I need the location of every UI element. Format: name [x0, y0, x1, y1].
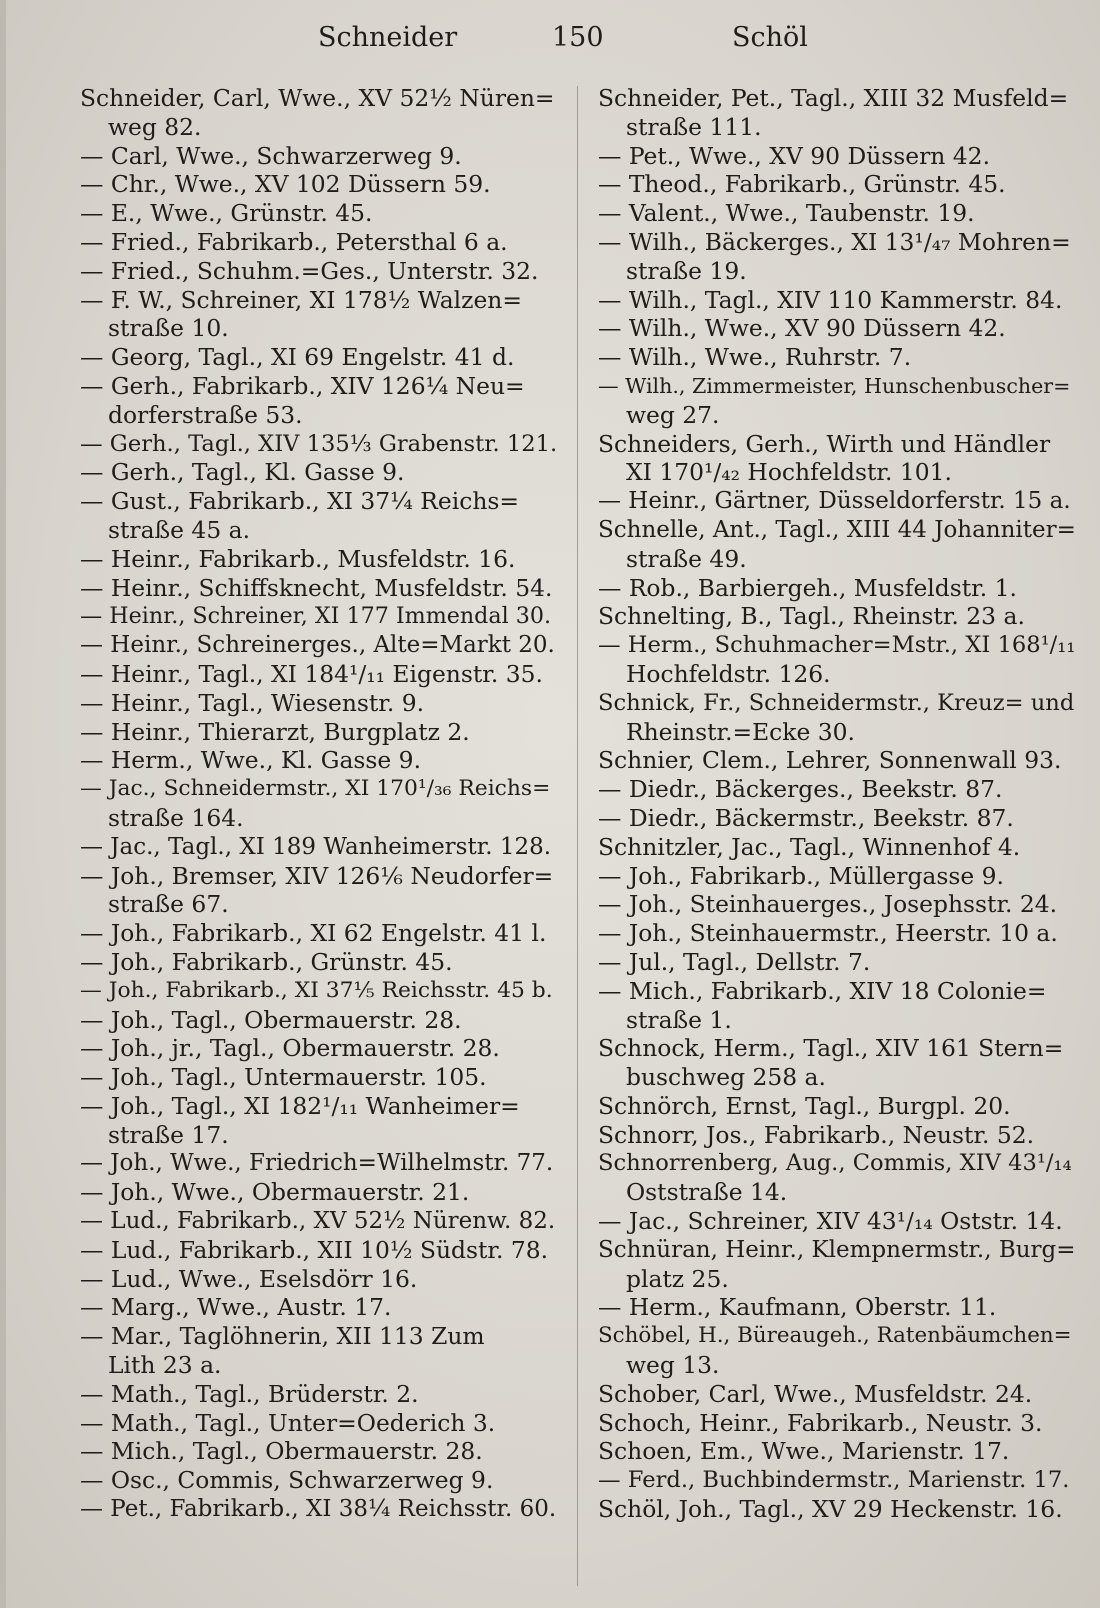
entry-line: — Osc., Commis, Schwarzerweg 9.	[80, 1466, 494, 1495]
directory-entry	[80, 948, 558, 977]
entry-line: — Diedr., Bäckermstr., Beekstr. 87.	[598, 803, 1014, 832]
entry-line: Schneider, Pet., Tagl., XIII 32 Musfeld=	[598, 84, 1069, 112]
entry-line: — Joh., Fabrikarb., XI 37⅕ Reichsstr. 45 b.	[80, 977, 553, 1003]
entry-line: — Joh., Bremser, XIV 126⅙ Neudorfer=	[80, 861, 554, 890]
entry-line: — Wilh., Zimmermeister, Hunschenbuscher=	[598, 373, 1071, 398]
entry-continuation-line: weg 82.	[108, 112, 202, 141]
directory-entry	[80, 84, 558, 142]
directory-entry	[598, 372, 1076, 430]
directory-entry	[80, 545, 558, 574]
entry-continuation-line: buschweg 258 a.	[626, 1063, 826, 1092]
directory-entry	[598, 228, 1076, 286]
entry-line: — Gust., Fabrikarb., XI 37¼ Reichs=	[80, 487, 519, 516]
entry-line: — Heinr., Gärtner, Düsseldorferstr. 15 a.	[598, 488, 1071, 515]
entry-line: Schnock, Herm., Tagl., XIV 161 Stern=	[598, 1034, 1064, 1063]
directory-entry	[598, 1293, 1076, 1322]
page-edge	[0, 0, 6, 1608]
directory-entry	[80, 1466, 558, 1495]
directory-entry	[80, 228, 558, 257]
entry-line: — Math., Tagl., Brüderstr. 2.	[80, 1379, 419, 1408]
directory-entry	[598, 977, 1076, 1035]
entry-line: — Fried., Schuhm.=Ges., Unterstr. 32.	[80, 256, 539, 285]
directory-entry	[80, 1409, 558, 1438]
directory-entry	[598, 1437, 1076, 1466]
directory-entry	[598, 516, 1076, 574]
directory-entry	[598, 487, 1076, 516]
entry-line: — Gerh., Fabrikarb., XIV 126¼ Neu=	[80, 371, 525, 400]
entry-continuation-line: Lith 23 a.	[108, 1351, 222, 1380]
entry-line: — Joh., Fabrikarb., XI 62 Engelstr. 41 l.	[80, 919, 547, 948]
entry-line: — Heinr., Schreiner, XI 177 Immendal 30.	[80, 603, 552, 630]
directory-entry	[80, 1236, 558, 1265]
entry-line: Schnorr, Jos., Fabrikarb., Neustr. 52.	[598, 1120, 1035, 1149]
entry-line: — Pet., Fabrikarb., XI 38¼ Reichsstr. 60.	[80, 1496, 557, 1523]
entry-line: — Math., Tagl., Unter=Oederich 3.	[80, 1408, 496, 1437]
directory-entry	[80, 1063, 558, 1092]
directory-entry	[598, 1207, 1076, 1236]
directory-entry	[80, 170, 558, 199]
entry-line: — Wilh., Wwe., Ruhrstr. 7.	[598, 343, 912, 372]
entry-line: — Valent., Wwe., Taubenstr. 19.	[598, 199, 975, 228]
header-left-word: Schneider	[318, 22, 458, 53]
directory-entry	[80, 142, 558, 171]
directory-entry	[598, 919, 1076, 948]
directory-entry	[80, 1178, 558, 1207]
directory-entry	[80, 746, 558, 775]
entry-line: Schneider, Carl, Wwe., XV 52½ Nüren=	[80, 84, 555, 112]
entry-line: — Jac., Schneidermstr., XI 170¹/₃₆ Reichs=	[80, 776, 551, 802]
page-header	[0, 14, 1100, 64]
entry-line: — Theod., Fabrikarb., Grünstr. 45.	[598, 170, 1006, 199]
entry-line: — Heinr., Schiffsknecht, Musfeldstr. 54.	[80, 573, 553, 602]
directory-entry	[598, 1092, 1076, 1121]
page-number: 150	[552, 22, 604, 53]
entry-continuation-line: Rheinstr.=Ecke 30.	[626, 717, 855, 746]
directory-entry	[80, 602, 558, 631]
directory-entry	[80, 718, 558, 747]
entry-line: — Jul., Tagl., Dellstr. 7.	[598, 947, 871, 976]
entry-line: — Herm., Schuhmacher=Mstr., XI 168¹/₁₁	[598, 632, 1076, 659]
directory-entry	[598, 1121, 1076, 1150]
entry-continuation-line: straße 45 a.	[108, 515, 251, 544]
directory-entry	[80, 458, 558, 487]
directory-entry	[80, 1149, 558, 1178]
directory-entry	[80, 343, 558, 372]
entry-continuation-line: dorferstraße 53.	[108, 400, 303, 429]
entry-line: — Wilh., Wwe., XV 90 Düssern 42.	[598, 314, 1006, 343]
entry-line: Schöbel, H., Büreaugeh., Ratenbäumchen=	[598, 1323, 1072, 1349]
directory-entry	[598, 1236, 1076, 1294]
entry-line: — Carl, Wwe., Schwarzerweg 9.	[80, 141, 462, 170]
entry-continuation-line: Oststraße 14.	[626, 1178, 788, 1207]
directory-entry	[598, 1495, 1076, 1524]
entry-line: — Herm., Kaufmann, Oberstr. 11.	[598, 1293, 997, 1322]
entry-continuation-line: straße 17.	[108, 1120, 229, 1149]
entry-line: — Rob., Barbiergeh., Musfeldstr. 1.	[598, 573, 1017, 602]
directory-entry	[80, 775, 558, 833]
entry-line: — Lud., Fabrikarb., XII 10½ Südstr. 78.	[80, 1235, 549, 1264]
entry-line: — Heinr., Thierarzt, Burgplatz 2.	[80, 717, 470, 746]
entry-line: — Heinr., Tagl., Wiesenstr. 9.	[80, 688, 425, 717]
entry-line: — Jac., Tagl., XI 189 Wanheimerstr. 128.	[80, 833, 552, 860]
directory-entry	[80, 631, 558, 660]
entry-line: Schnüran, Heinr., Klempnermstr., Burg=	[598, 1236, 1076, 1263]
entry-line: — Heinr., Tagl., XI 184¹/₁₁ Eigenstr. 35.	[80, 659, 543, 688]
directory-entry	[80, 1265, 558, 1294]
directory-entry	[598, 775, 1076, 804]
directory-entry	[80, 487, 558, 545]
entry-continuation-line: straße 1.	[626, 1005, 732, 1034]
directory-entry	[598, 948, 1076, 977]
entry-line: — Joh., jr., Tagl., Obermauerstr. 28.	[80, 1034, 500, 1063]
entry-continuation-line: XI 170¹/₄₂ Hochfeldstr. 101.	[626, 458, 952, 487]
directory-entry	[598, 170, 1076, 199]
directory-entry	[80, 1293, 558, 1322]
directory-entry	[80, 1495, 558, 1524]
entry-line: — F. W., Schreiner, XI 178½ Walzen=	[80, 285, 522, 314]
entry-line: Schneiders, Gerh., Wirth und Händler	[598, 429, 1051, 458]
directory-entry	[80, 1092, 558, 1150]
directory-entry	[598, 631, 1076, 689]
entry-continuation-line: straße 10.	[108, 314, 229, 343]
directory-entry	[598, 602, 1076, 631]
entry-continuation-line: platz 25.	[626, 1264, 729, 1293]
entry-line: — Gerh., Tagl., Kl. Gasse 9.	[80, 458, 405, 487]
entry-continuation-line: straße 49.	[626, 544, 747, 573]
directory-entry	[598, 689, 1076, 747]
entry-continuation-line: weg 27.	[626, 400, 720, 429]
directory-entry	[598, 314, 1076, 343]
entry-line: — Joh., Tagl., Obermauerstr. 28.	[80, 1005, 462, 1034]
entry-line: — Joh., Wwe., Friedrich=Wilhelmstr. 77.	[80, 1150, 554, 1177]
directory-entry	[598, 286, 1076, 315]
directory-entry	[598, 574, 1076, 603]
entry-line: — Pet., Wwe., XV 90 Düssern 42.	[598, 141, 990, 170]
entry-continuation-line: straße 19.	[626, 256, 747, 285]
directory-entry	[80, 862, 558, 920]
entry-line: — Joh., Tagl., Untermauerstr. 105.	[80, 1063, 487, 1092]
left-column	[80, 84, 558, 1524]
entry-line: — Mar., Taglöhnerin, XII 113 Zum	[80, 1322, 485, 1351]
directory-entry	[80, 833, 558, 862]
entry-line: — Gerh., Tagl., XIV 135⅓ Grabenstr. 121.	[80, 430, 558, 457]
entry-continuation-line: straße 164.	[108, 803, 244, 832]
directory-entry	[80, 1006, 558, 1035]
entry-line: — Diedr., Bäckerges., Beekstr. 87.	[598, 775, 1003, 804]
entry-line: Schoen, Em., Wwe., Marienstr. 17.	[598, 1437, 1010, 1466]
entry-line: — Wilh., Bäckerges., XI 13¹/₄₇ Mohren=	[598, 227, 1071, 256]
entry-line: — Marg., Wwe., Austr. 17.	[80, 1293, 392, 1322]
entry-line: — Joh., Steinhauerges., Josephsstr. 24.	[598, 890, 1058, 919]
entry-line: — Joh., Steinhauermstr., Heerstr. 10 a.	[598, 919, 1058, 948]
directory-entry	[80, 1437, 558, 1466]
entry-line: — Herm., Wwe., Kl. Gasse 9.	[80, 746, 422, 775]
entry-line: — E., Wwe., Grünstr. 45.	[80, 199, 373, 228]
directory-entry	[80, 1207, 558, 1236]
directory-entry	[80, 286, 558, 344]
directory-entry	[598, 199, 1076, 228]
right-column	[598, 84, 1076, 1524]
directory-entry	[80, 430, 558, 459]
entry-line: Schnörch, Ernst, Tagl., Burgpl. 20.	[598, 1091, 1011, 1120]
directory-entry	[80, 372, 558, 430]
entry-line: — Lud., Wwe., Eselsdörr 16.	[80, 1264, 418, 1293]
directory-entry	[80, 977, 558, 1006]
entry-continuation-line: Hochfeldstr. 126.	[626, 659, 831, 688]
entry-line: Schöl, Joh., Tagl., XV 29 Heckenstr. 16.	[598, 1495, 1063, 1524]
entry-line: — Joh., Tagl., XI 182¹/₁₁ Wanheimer=	[80, 1091, 520, 1120]
entry-line: — Mich., Tagl., Obermauerstr. 28.	[80, 1437, 483, 1466]
column-divider	[577, 86, 578, 1586]
entry-line: Schoch, Heinr., Fabrikarb., Neustr. 3.	[598, 1408, 1043, 1437]
directory-entry	[80, 574, 558, 603]
entry-line: — Joh., Fabrikarb., Grünstr. 45.	[80, 947, 453, 976]
directory-entry	[80, 660, 558, 689]
entry-line: — Heinr., Fabrikarb., Musfeldstr. 16.	[80, 544, 516, 573]
header-right-word: Schöl	[732, 22, 808, 53]
directory-entry	[598, 343, 1076, 372]
entry-line: Schober, Carl, Wwe., Musfeldstr. 24.	[598, 1379, 1033, 1408]
entry-line: — Joh., Fabrikarb., Müllergasse 9.	[598, 861, 1004, 890]
directory-entry	[598, 430, 1076, 488]
directory-entry	[598, 142, 1076, 171]
entry-line: — Ferd., Buchbindermstr., Marienstr. 17.	[598, 1467, 1070, 1494]
entry-line: — Joh., Wwe., Obermauerstr. 21.	[80, 1178, 470, 1207]
entry-continuation-line: straße 67.	[108, 890, 229, 919]
entry-line: Schnorrenberg, Aug., Commis, XIV 43¹/₁₄	[598, 1150, 1072, 1177]
directory-entry	[80, 1034, 558, 1063]
entry-continuation-line: weg 13.	[626, 1351, 720, 1380]
entry-line: — Fried., Fabrikarb., Petersthal 6 a.	[80, 227, 508, 256]
directory-entry	[598, 862, 1076, 891]
entry-line: Schnelle, Ant., Tagl., XIII 44 Johanniter=	[598, 516, 1076, 543]
directory-entry	[80, 689, 558, 718]
directory-entry	[598, 804, 1076, 833]
directory-entry	[598, 890, 1076, 919]
directory-entry	[598, 833, 1076, 862]
directory-entry	[598, 1034, 1076, 1092]
directory-entry	[598, 1149, 1076, 1207]
entry-line: — Lud., Fabrikarb., XV 52½ Nürenw. 82.	[80, 1208, 556, 1235]
entry-line: — Chr., Wwe., XV 102 Düssern 59.	[80, 170, 491, 199]
directory-entry	[598, 1409, 1076, 1438]
directory-entry	[598, 1380, 1076, 1409]
entry-line: — Jac., Schreiner, XIV 43¹/₁₄ Oststr. 14.	[598, 1207, 1063, 1236]
directory-entry	[80, 919, 558, 948]
entry-line: — Heinr., Schreinerges., Alte=Markt 20.	[80, 632, 555, 659]
entry-line: Schnick, Fr., Schneidermstr., Kreuz= und	[598, 689, 1075, 716]
directory-entry	[80, 199, 558, 228]
entry-line: Schnelting, B., Tagl., Rheinstr. 23 a.	[598, 602, 1025, 631]
directory-entry	[598, 1322, 1076, 1380]
entry-line: Schnier, Clem., Lehrer, Sonnenwall 93.	[598, 746, 1062, 775]
directory-entry	[80, 1380, 558, 1409]
entry-line: — Wilh., Tagl., XIV 110 Kammerstr. 84.	[598, 285, 1063, 314]
entry-continuation-line: straße 111.	[626, 112, 762, 141]
entry-line: Schnitzler, Jac., Tagl., Winnenhof 4.	[598, 832, 1021, 861]
entry-line: — Mich., Fabrikarb., XIV 18 Colonie=	[598, 976, 1047, 1005]
directory-entry	[80, 1322, 558, 1380]
entry-line: — Georg, Tagl., XI 69 Engelstr. 41 d.	[80, 343, 515, 372]
directory-entry	[598, 1466, 1076, 1495]
directory-entry	[80, 257, 558, 286]
directory-entry	[598, 746, 1076, 775]
directory-entry	[598, 84, 1076, 142]
